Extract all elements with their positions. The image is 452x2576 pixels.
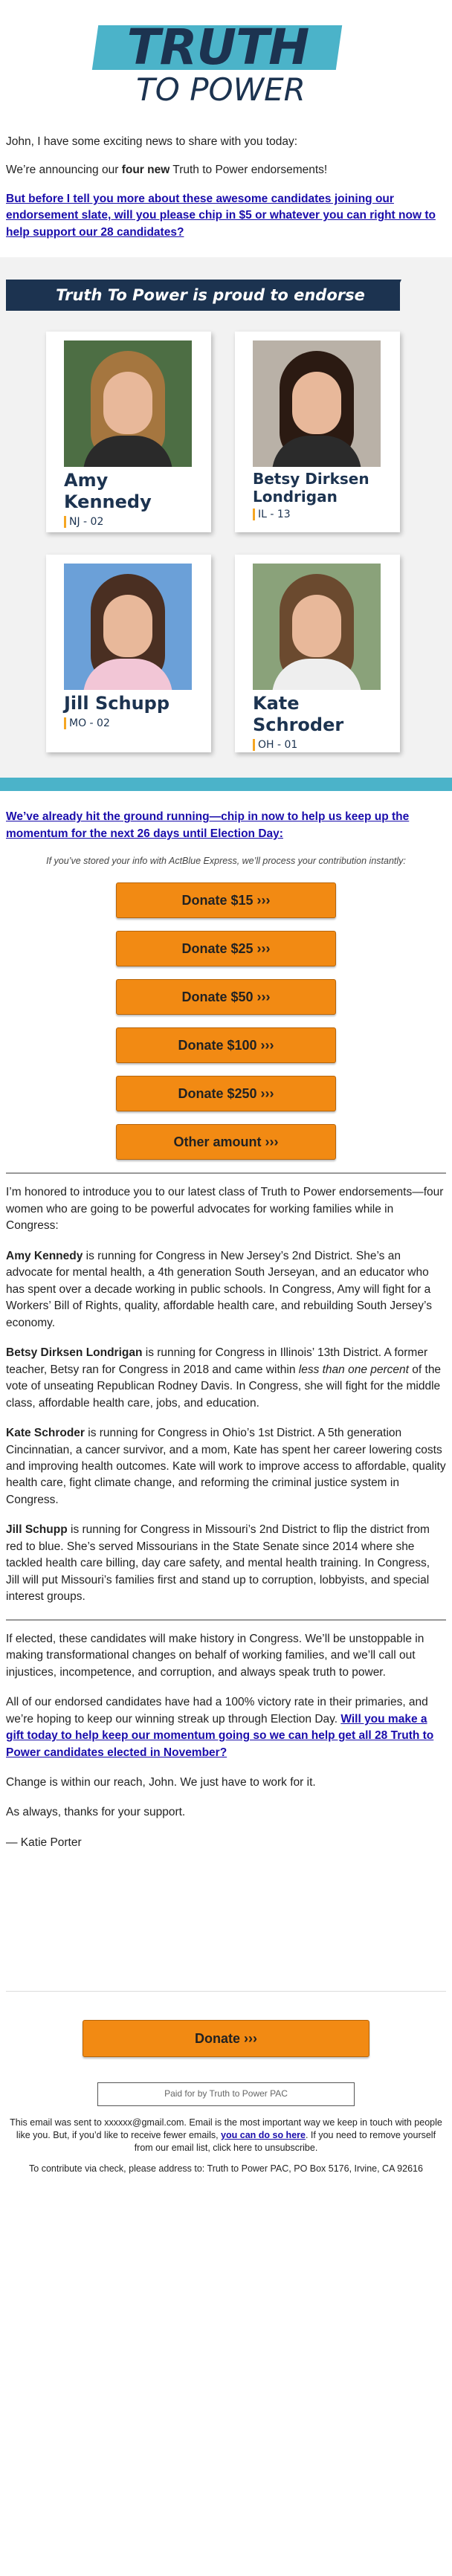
candidate-photo — [253, 340, 381, 467]
donate-250-button[interactable]: Donate $250 ››› — [116, 1076, 336, 1111]
donate-25-button[interactable]: Donate $25 ››› — [116, 931, 336, 966]
footer-divider — [6, 1991, 446, 1992]
candidate-card-betsy — [235, 332, 400, 532]
teal-divider — [0, 778, 452, 791]
mailing-address: To contribute via check, please address to: Truth to Power PAC, PO Box 5176, Irvine, CA 92616 — [29, 2163, 423, 2175]
momentum-link[interactable]: We’ve already hit the ground running—chip in now to help us keep up the momentum for the next 26 days until Election Day: — [6, 810, 410, 840]
elected-paragraph: If elected, these candidates will make history in Congress. We’ll be unstoppable in making transformational changes on behalf of working families, and we’ll call out injustices, incompetence, and corruption, and always speak truth to power. — [6, 1632, 424, 1679]
greeting: John, I have some exciting news to share with you today: — [6, 135, 298, 148]
candidate-name: Kate Schroder — [253, 693, 344, 736]
candidate-photo — [64, 564, 192, 690]
candidate-photo — [253, 564, 381, 690]
donate-50-button[interactable]: Donate $50 ››› — [116, 979, 336, 1015]
final-donate-button[interactable]: Donate ››› — [83, 2020, 369, 2057]
candidate-district: MO - 02 — [64, 717, 193, 729]
candidate-photo — [64, 340, 192, 467]
change-paragraph: Change is within our reach, John. We just have to work for it. — [6, 1776, 316, 1789]
signature: — Katie Porter — [6, 1836, 82, 1849]
letter-body — [6, 1184, 446, 1851]
record-paragraph: All of our endorsed candidates have had a 100% victory rate in their primaries, and we’re hoping to keep our winning streak up through Election Day. Will you make a gift today to help keep our momentum going so we can help get all 28 Truth to Power candidates elected in November? — [6, 1696, 434, 1759]
bio-amy: Amy Kennedy is running for Congress in New Jersey’s 2nd District. She’s an advocate for mental health, a 4th generation South Jerseyan, and an educator who has spent over a decade working in public schools. In Congress, Amy will fight for a Workers’ Bill of Rights, quality, affordable health care, and rebuilding South Jersey’s economy. — [6, 1249, 432, 1329]
bio-jill: Jill Schupp is running for Congress in Missouri’s 2nd District to flip the district from red to blue. She’s served Missourians in the State Senate since 2014 where she tackled health care billing, day care safety, and mental health training. In Congress, Jill will put Missouri’s families first and stand up to corruption, lobbyists, and special interest groups. — [6, 1523, 430, 1604]
fewer-emails-link[interactable]: you can do so here — [221, 2129, 306, 2140]
paid-for-box: Paid for by Truth to Power PAC — [97, 2082, 355, 2105]
thanks-paragraph: As always, thanks for your support. — [6, 1806, 186, 1819]
donate-other-button[interactable]: Other amount ››› — [116, 1124, 336, 1160]
divider — [6, 1172, 446, 1174]
candidate-card-jill — [46, 555, 211, 752]
candidate-card-kate — [235, 555, 400, 752]
footer-note: This email was sent to xxxxxx@gmail.com. Email is the most important way we keep in touch with people like you. But, if you’d like to receive fewer emails, you can do so here. If you need to remove yourself from our email list, click here to unsubscribe. — [10, 2117, 442, 2153]
announcement: We’re announcing our four new Truth to Power endorsements! — [6, 164, 328, 177]
candidate-card-amy — [46, 332, 211, 532]
bio-kate: Kate Schroder is running for Congress in Ohio’s 1st District. A 5th generation Cincinnatian, a cancer survivor, and a mom, Kate has spent her career lowering costs and improving health outcomes. Kate will work to improve access to affordable, quality health care, fight climate change, and reforming the criminal justice system in Congress. — [6, 1427, 446, 1506]
candidate-name: Betsy Dirksen Londrigan — [253, 470, 369, 506]
candidate-district: NJ - 02 — [64, 516, 193, 528]
candidate-name: Jill Schupp — [64, 693, 170, 714]
candidate-district: IL - 13 — [253, 509, 382, 520]
bio-betsy: Betsy Dirksen Londrigan is running for Congress in Illinois’ 13th District. A former teacher, Betsy ran for Congress in 2018 and came within less than one percent of the vote of unseating Republican Rodney Davis. In Congress, she will fight for the middle class, affordable health care, jobs, and education. — [6, 1346, 442, 1410]
intro-paragraph: I’m honored to introduce you to our latest class of Truth to Power endorsements—four women who are going to be powerful advocates for working families while in Congress: — [6, 1186, 444, 1233]
logo-bottom-text: TO POWER — [136, 71, 306, 108]
divider — [6, 1619, 446, 1621]
candidate-name: Amy Kennedy — [64, 470, 152, 513]
actblue-note: If you’ve stored your info with ActBlue Express, we’ll process your contribution instantly: — [46, 856, 406, 867]
donate-100-button[interactable]: Donate $100 ››› — [116, 1027, 336, 1063]
logo-top-text: TRUTH — [126, 19, 309, 76]
donate-15-button[interactable]: Donate $15 ››› — [116, 882, 336, 918]
gift-link[interactable]: Will you make a gift today to help keep our momentum going so we can help get all 28 Truth to Power candidates elected in November? — [6, 1712, 434, 1759]
candidate-district: OH - 01 — [253, 739, 382, 751]
chip-in-link[interactable]: But before I tell you more about these awesome candidates joining our endorsement slate, will you please chip in $5 or whatever you can right now to help support our 28 candidates? — [6, 192, 436, 239]
endorse-banner-text: Truth To Power is proud to endorse — [56, 286, 365, 305]
logo — [6, 0, 446, 117]
endorsement-panel — [0, 257, 452, 778]
